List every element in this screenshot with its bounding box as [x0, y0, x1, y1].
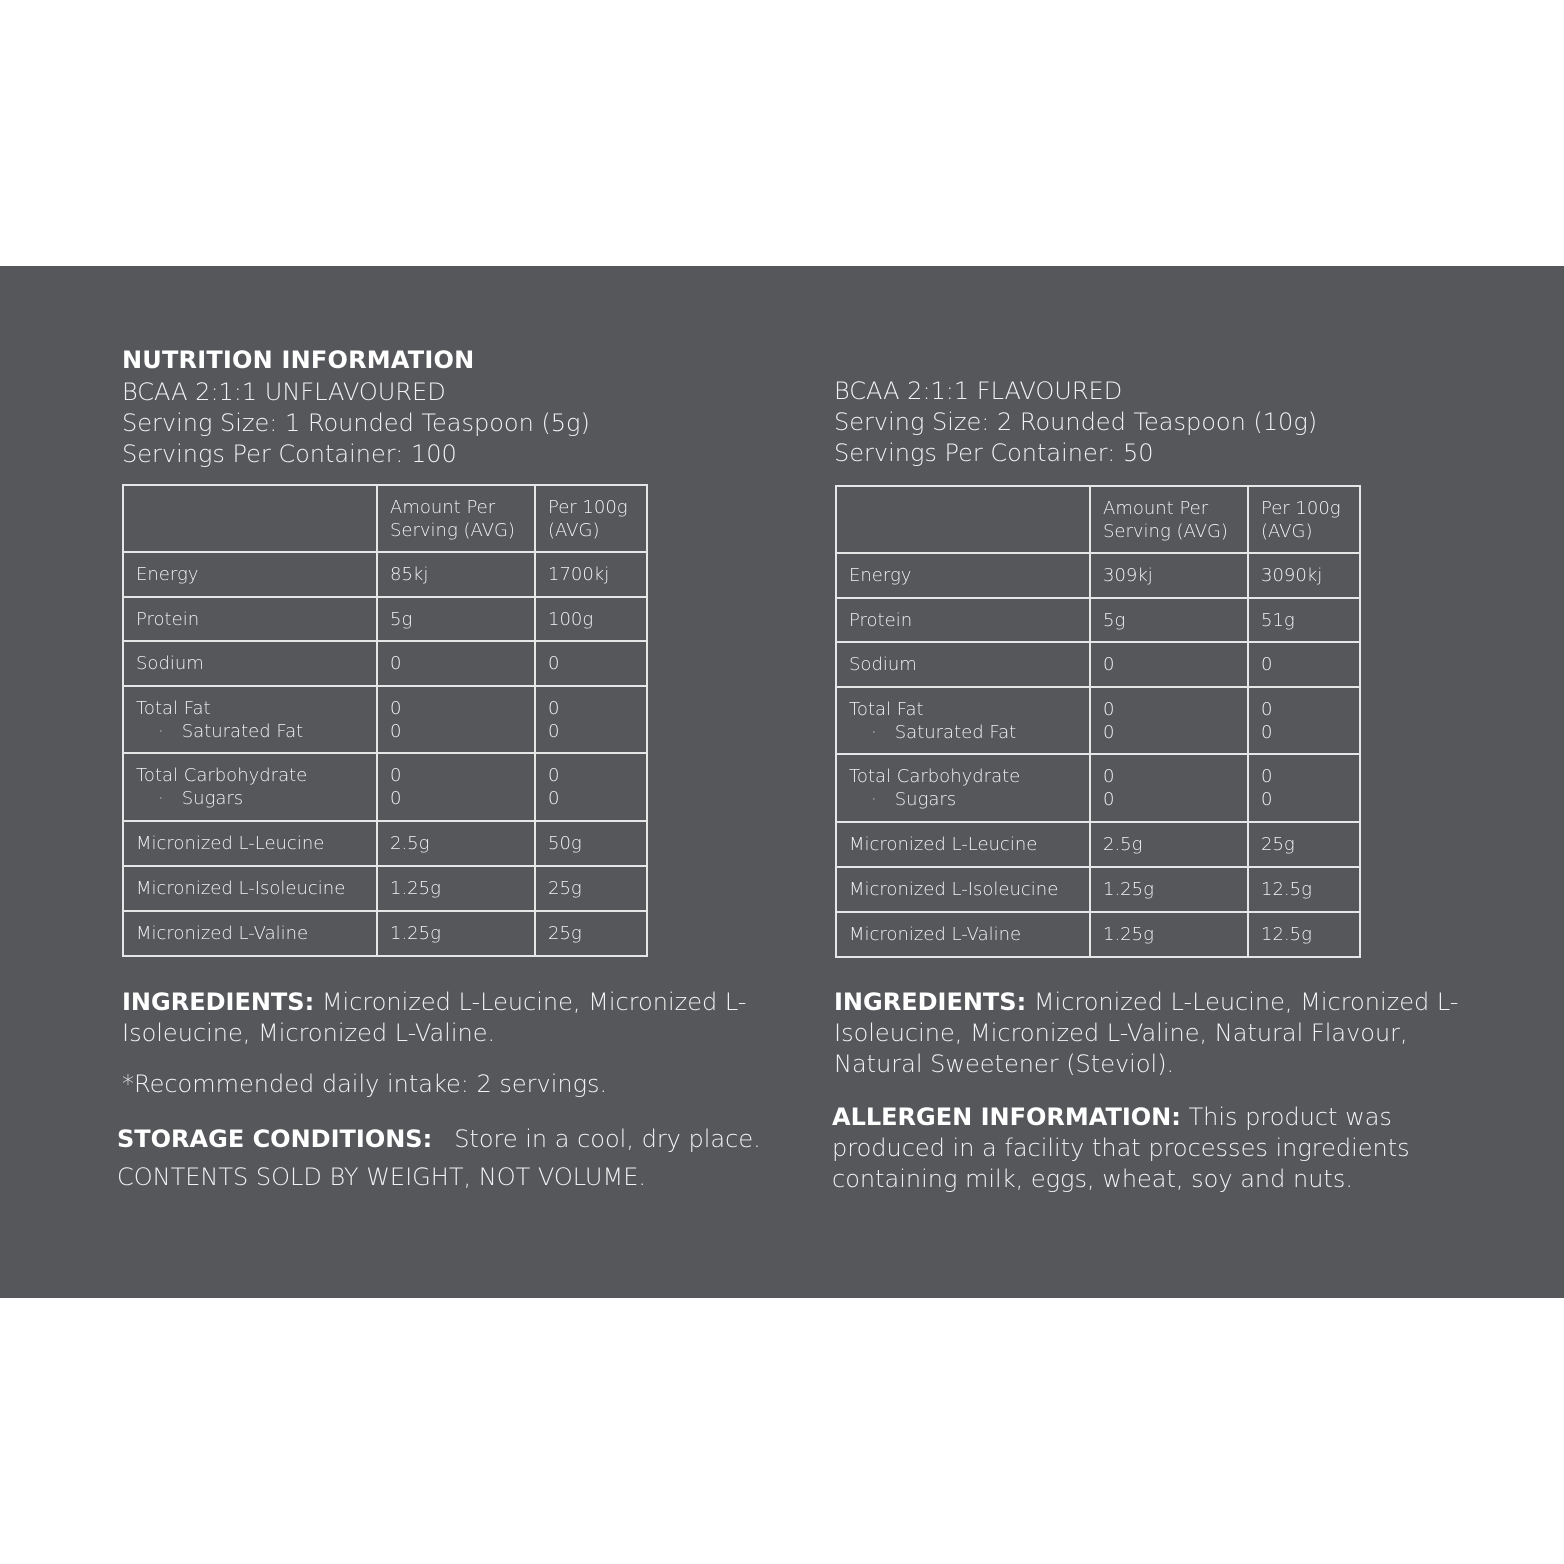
- serving-value: 0: [1090, 642, 1248, 687]
- per100-main: 0: [548, 765, 560, 786]
- nutrient-name: Energy: [123, 552, 377, 597]
- right-servings-per-container: Servings Per Container: 50: [834, 439, 1154, 467]
- serving-value: 309kj: [1090, 553, 1248, 598]
- nutrient-sub: · Sugars: [849, 788, 1077, 811]
- nutrient-sub: · Saturated Fat: [136, 720, 364, 743]
- left-servings-per-container: Servings Per Container: 100: [122, 440, 457, 468]
- serving-value: 0: [377, 641, 535, 686]
- table-header-blank: [123, 485, 377, 552]
- table-header-blank: [836, 486, 1090, 553]
- per100-value: [535, 753, 647, 821]
- per100-value: 25g: [1248, 822, 1360, 867]
- per100-value: 12.5g: [1248, 912, 1360, 957]
- per100-sub: 0: [1261, 721, 1273, 743]
- per100-value: 25g: [535, 911, 647, 956]
- nutrient-name: Protein: [123, 597, 377, 641]
- serving-value: 2.5g: [377, 821, 535, 866]
- table-row: [123, 686, 647, 753]
- nutrient-name: Micronized L-Valine: [123, 911, 377, 956]
- nutrient-name: Micronized L-Isoleucine: [123, 866, 377, 911]
- per100-value: [1248, 754, 1360, 822]
- serving-value: 85kj: [377, 552, 535, 597]
- per100-value: 0: [535, 641, 647, 686]
- serving-value: 5g: [377, 597, 535, 641]
- nutrient-main: Total Fat: [849, 698, 924, 720]
- per100-value: [1248, 687, 1360, 754]
- serving-value: [377, 753, 535, 821]
- nutrient-sub: · Sugars: [136, 787, 364, 810]
- per100-value: 50g: [535, 821, 647, 866]
- contents-note: CONTENTS SOLD BY WEIGHT, NOT VOLUME.: [117, 1163, 646, 1191]
- ingredients-label: INGREDIENTS:: [122, 988, 315, 1016]
- per100-value: 0: [1248, 642, 1360, 687]
- table-row: [123, 866, 647, 911]
- serving-value: [1090, 687, 1248, 754]
- per100-value: 51g: [1248, 598, 1360, 642]
- serving-main: 0: [390, 697, 402, 719]
- table-row: [836, 687, 1360, 754]
- col-header-serving: Amount Per Serving (AVG): [377, 485, 535, 552]
- serving-sub: 0: [1103, 721, 1115, 743]
- nutrient-name: [836, 687, 1090, 754]
- nutrient-sub: · Saturated Fat: [849, 721, 1077, 744]
- per100-value: 12.5g: [1248, 867, 1360, 912]
- allergen-text: This product was produced in a facility that processes ingredients containing milk, eggs, wheat, soy and nuts.: [832, 1103, 1410, 1193]
- left-serving-size: Serving Size: 1 Rounded Teaspoon (5g): [122, 409, 590, 437]
- ingredients-label: INGREDIENTS:: [834, 988, 1027, 1016]
- per100-sub: 0: [548, 720, 560, 742]
- serving-value: 1.25g: [1090, 912, 1248, 957]
- serving-main: 0: [1103, 766, 1115, 787]
- per100-main: 0: [1261, 766, 1273, 787]
- table-row: [123, 911, 647, 956]
- nutrient-name: Sodium: [836, 642, 1090, 687]
- serving-value: 1.25g: [1090, 867, 1248, 912]
- nutrient-name: Sodium: [123, 641, 377, 686]
- serving-value: [377, 686, 535, 753]
- table-header-row: [123, 485, 647, 552]
- col-header-per100g: Per 100g (AVG): [535, 485, 647, 552]
- storage-conditions: [117, 1124, 761, 1155]
- table-header-row: [836, 486, 1360, 553]
- table-row: [123, 597, 647, 641]
- per100-value: 1700kj: [535, 552, 647, 597]
- right-serving-size: Serving Size: 2 Rounded Teaspoon (10g): [834, 408, 1318, 436]
- right-product-name: BCAA 2:1:1 FLAVOURED: [834, 377, 1123, 405]
- per100-sub: 0: [1261, 789, 1273, 810]
- serving-main: 0: [390, 765, 402, 786]
- nutrient-name: Micronized L-Isoleucine: [836, 867, 1090, 912]
- serving-sub: 0: [1103, 789, 1115, 810]
- nutrient-name: [836, 754, 1090, 822]
- nutrient-name: Energy: [836, 553, 1090, 598]
- recommended-intake: *Recommended daily intake: 2 servings.: [122, 1070, 608, 1098]
- allergen-label: ALLERGEN INFORMATION:: [832, 1103, 1181, 1131]
- table-row: [123, 753, 647, 821]
- nutrient-main: Total Fat: [136, 697, 211, 719]
- table-row: [123, 821, 647, 866]
- nutrient-name: Protein: [836, 598, 1090, 642]
- serving-value: [1090, 754, 1248, 822]
- ingredients-text: Micronized L-Leucine, Micronized L-Isoleucine, Micronized L-Valine, Natural Flavour, Natural Sweetener (Steviol).: [834, 988, 1459, 1078]
- serving-value: 1.25g: [377, 911, 535, 956]
- serving-value: 2.5g: [1090, 822, 1248, 867]
- serving-sub: 0: [390, 720, 402, 742]
- serving-sub: 0: [390, 788, 402, 809]
- per100-main: 0: [548, 697, 560, 719]
- col-header-per100g: Per 100g (AVG): [1248, 486, 1360, 553]
- nutrient-name: [123, 686, 377, 753]
- per100-value: 3090kj: [1248, 553, 1360, 598]
- per100-value: 100g: [535, 597, 647, 641]
- left-ingredients: [122, 987, 782, 1049]
- nutrient-name: Micronized L-Leucine: [836, 822, 1090, 867]
- allergen-information: [832, 1102, 1472, 1195]
- nutrient-name: Micronized L-Valine: [836, 912, 1090, 957]
- serving-main: 0: [1103, 698, 1115, 720]
- table-row: [836, 822, 1360, 867]
- nutrient-name: [123, 753, 377, 821]
- table-row: [836, 598, 1360, 642]
- serving-value: 5g: [1090, 598, 1248, 642]
- right-ingredients: [834, 987, 1484, 1080]
- col-header-serving: Amount Per Serving (AVG): [1090, 486, 1248, 553]
- nutrient-name: Micronized L-Leucine: [123, 821, 377, 866]
- table-row: [836, 867, 1360, 912]
- per100-main: 0: [1261, 698, 1273, 720]
- left-nutrition-table: [122, 484, 648, 957]
- table-row: [123, 552, 647, 597]
- serving-value: 1.25g: [377, 866, 535, 911]
- nutrient-main: Total Carbohydrate: [849, 766, 1021, 787]
- table-row: [836, 642, 1360, 687]
- table-row: [836, 553, 1360, 598]
- left-product-name: BCAA 2:1:1 UNFLAVOURED: [122, 378, 446, 406]
- table-row: [836, 754, 1360, 822]
- per100-value: [535, 686, 647, 753]
- ingredients-text: Micronized L-Leucine, Micronized L-Isoleucine, Micronized L-Valine.: [122, 988, 747, 1047]
- nutrition-heading: NUTRITION INFORMATION: [122, 346, 475, 374]
- per100-value: 25g: [535, 866, 647, 911]
- right-nutrition-table: [835, 485, 1361, 958]
- storage-label: STORAGE CONDITIONS:: [117, 1125, 433, 1153]
- table-row: [123, 641, 647, 686]
- storage-text: Store in a cool, dry place.: [454, 1125, 761, 1153]
- per100-sub: 0: [548, 788, 560, 809]
- table-row: [836, 912, 1360, 957]
- nutrient-main: Total Carbohydrate: [136, 765, 308, 786]
